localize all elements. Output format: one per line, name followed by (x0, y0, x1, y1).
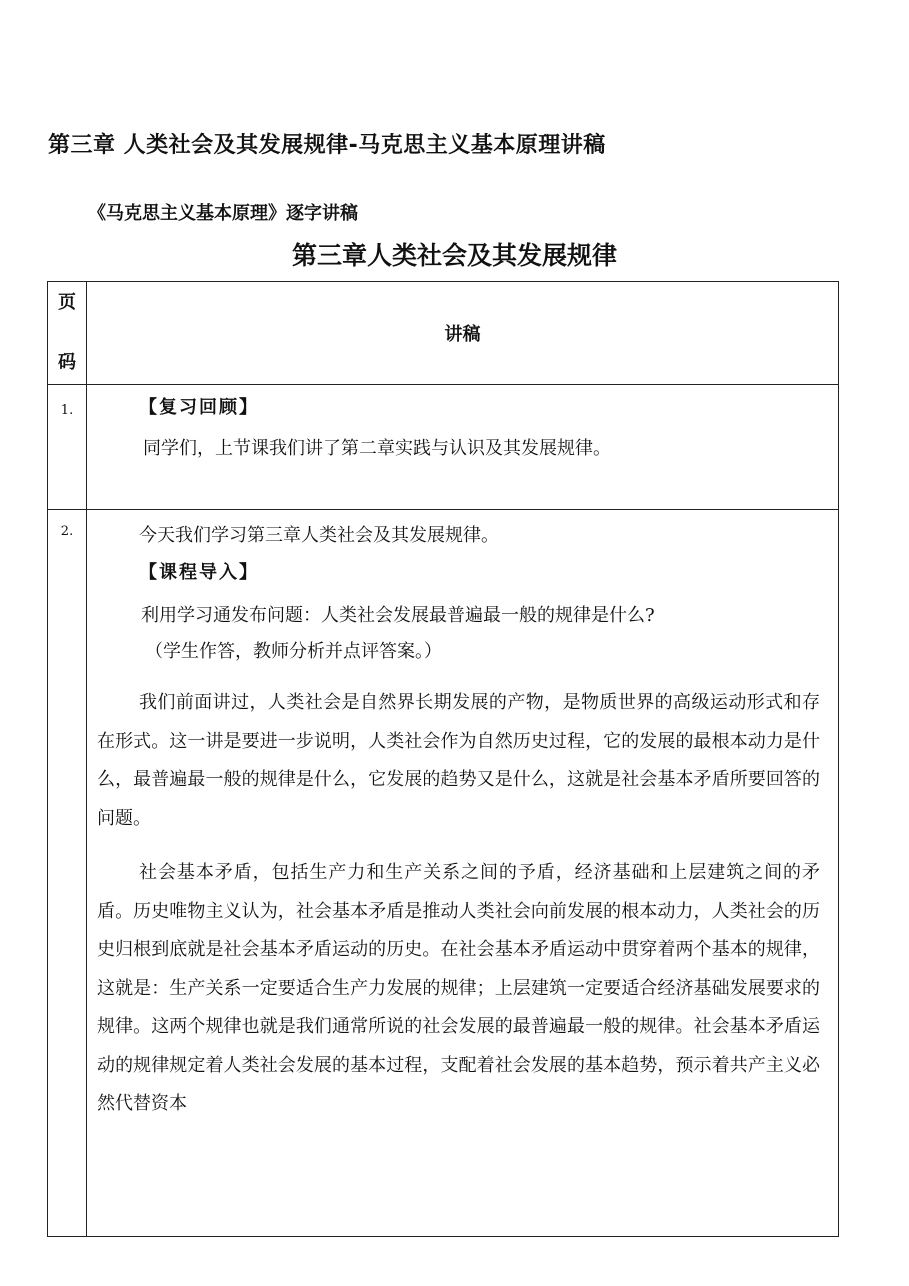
table-row (48, 385, 839, 510)
page-header-spacer (48, 318, 86, 348)
lecture-cell (87, 510, 839, 1237)
table-header-row (48, 282, 839, 385)
page-header-char-2: 码 (58, 352, 76, 373)
section-label-review: 【复习回顾】 (139, 397, 259, 418)
intro-text: 今天我们学习第三章人类社会及其发展规律。 (139, 525, 499, 546)
page-number: 1. (48, 385, 87, 510)
page-header-char-1: 页 (58, 292, 76, 313)
content-column-header: 讲稿 (87, 282, 839, 385)
document-subtitle: 《马克思主义基本原理》逐字讲稿 (88, 203, 358, 224)
paragraph: 社会基本矛盾，包括生产力和生产关系之间的予盾，经济基础和上层建筑之间的矛盾。历史唯物主义认为，社会基本矛盾是推动人类社会向前发展的根本动力，人类社会的历史归根到底就是社会基本矛盾运动的历史。在社会基本矛盾运动中贯穿着两个基本的规律，这就是：生产关系一定要适合生产力发展的规律；上层建筑一定要适合经济基础发展要求的规律。这两个规律也就是我们通常所说的社会发展的最普遍最一般的规律。社会基本矛盾运动的规律规定着人类社会发展的基本过程，支配着社会发展的基本趋势，预示着共产主义必然代替资本 (97, 862, 820, 1114)
question-text: 利用学习通发布问题：人类社会发展最普遍最一般的规律是什么? (141, 605, 655, 626)
chapter-heading: 第三章人类社会及其发展规律 (291, 241, 617, 270)
section-label-intro: 【课程导入】 (139, 562, 259, 583)
review-text: 同学们，上节课我们讲了第二章实践与认识及其发展规律。 (143, 438, 611, 459)
page-column-header (48, 282, 87, 385)
page-number: 2. (48, 510, 87, 1237)
answer-note: （学生作答，教师分析并点评答案。） (145, 641, 442, 662)
paragraph: 我们前面讲过，人类社会是自然界长期发展的产物，是物质世界的高级运动形式和存在形式。这一讲是要进一步说明，人类社会作为自然历史过程，它的发展的最根本动力是什么，最普遍最一般的规律是什么，它发展的趋势又是什么，这就是社会基本矛盾所要回答的问题。 (97, 692, 820, 829)
document-title: 第三章 人类社会及其发展规律-马克思主义基本原理讲稿 (48, 133, 606, 158)
lecture-cell (87, 385, 839, 510)
table-row (48, 510, 839, 1237)
lecture-table (47, 281, 839, 1237)
